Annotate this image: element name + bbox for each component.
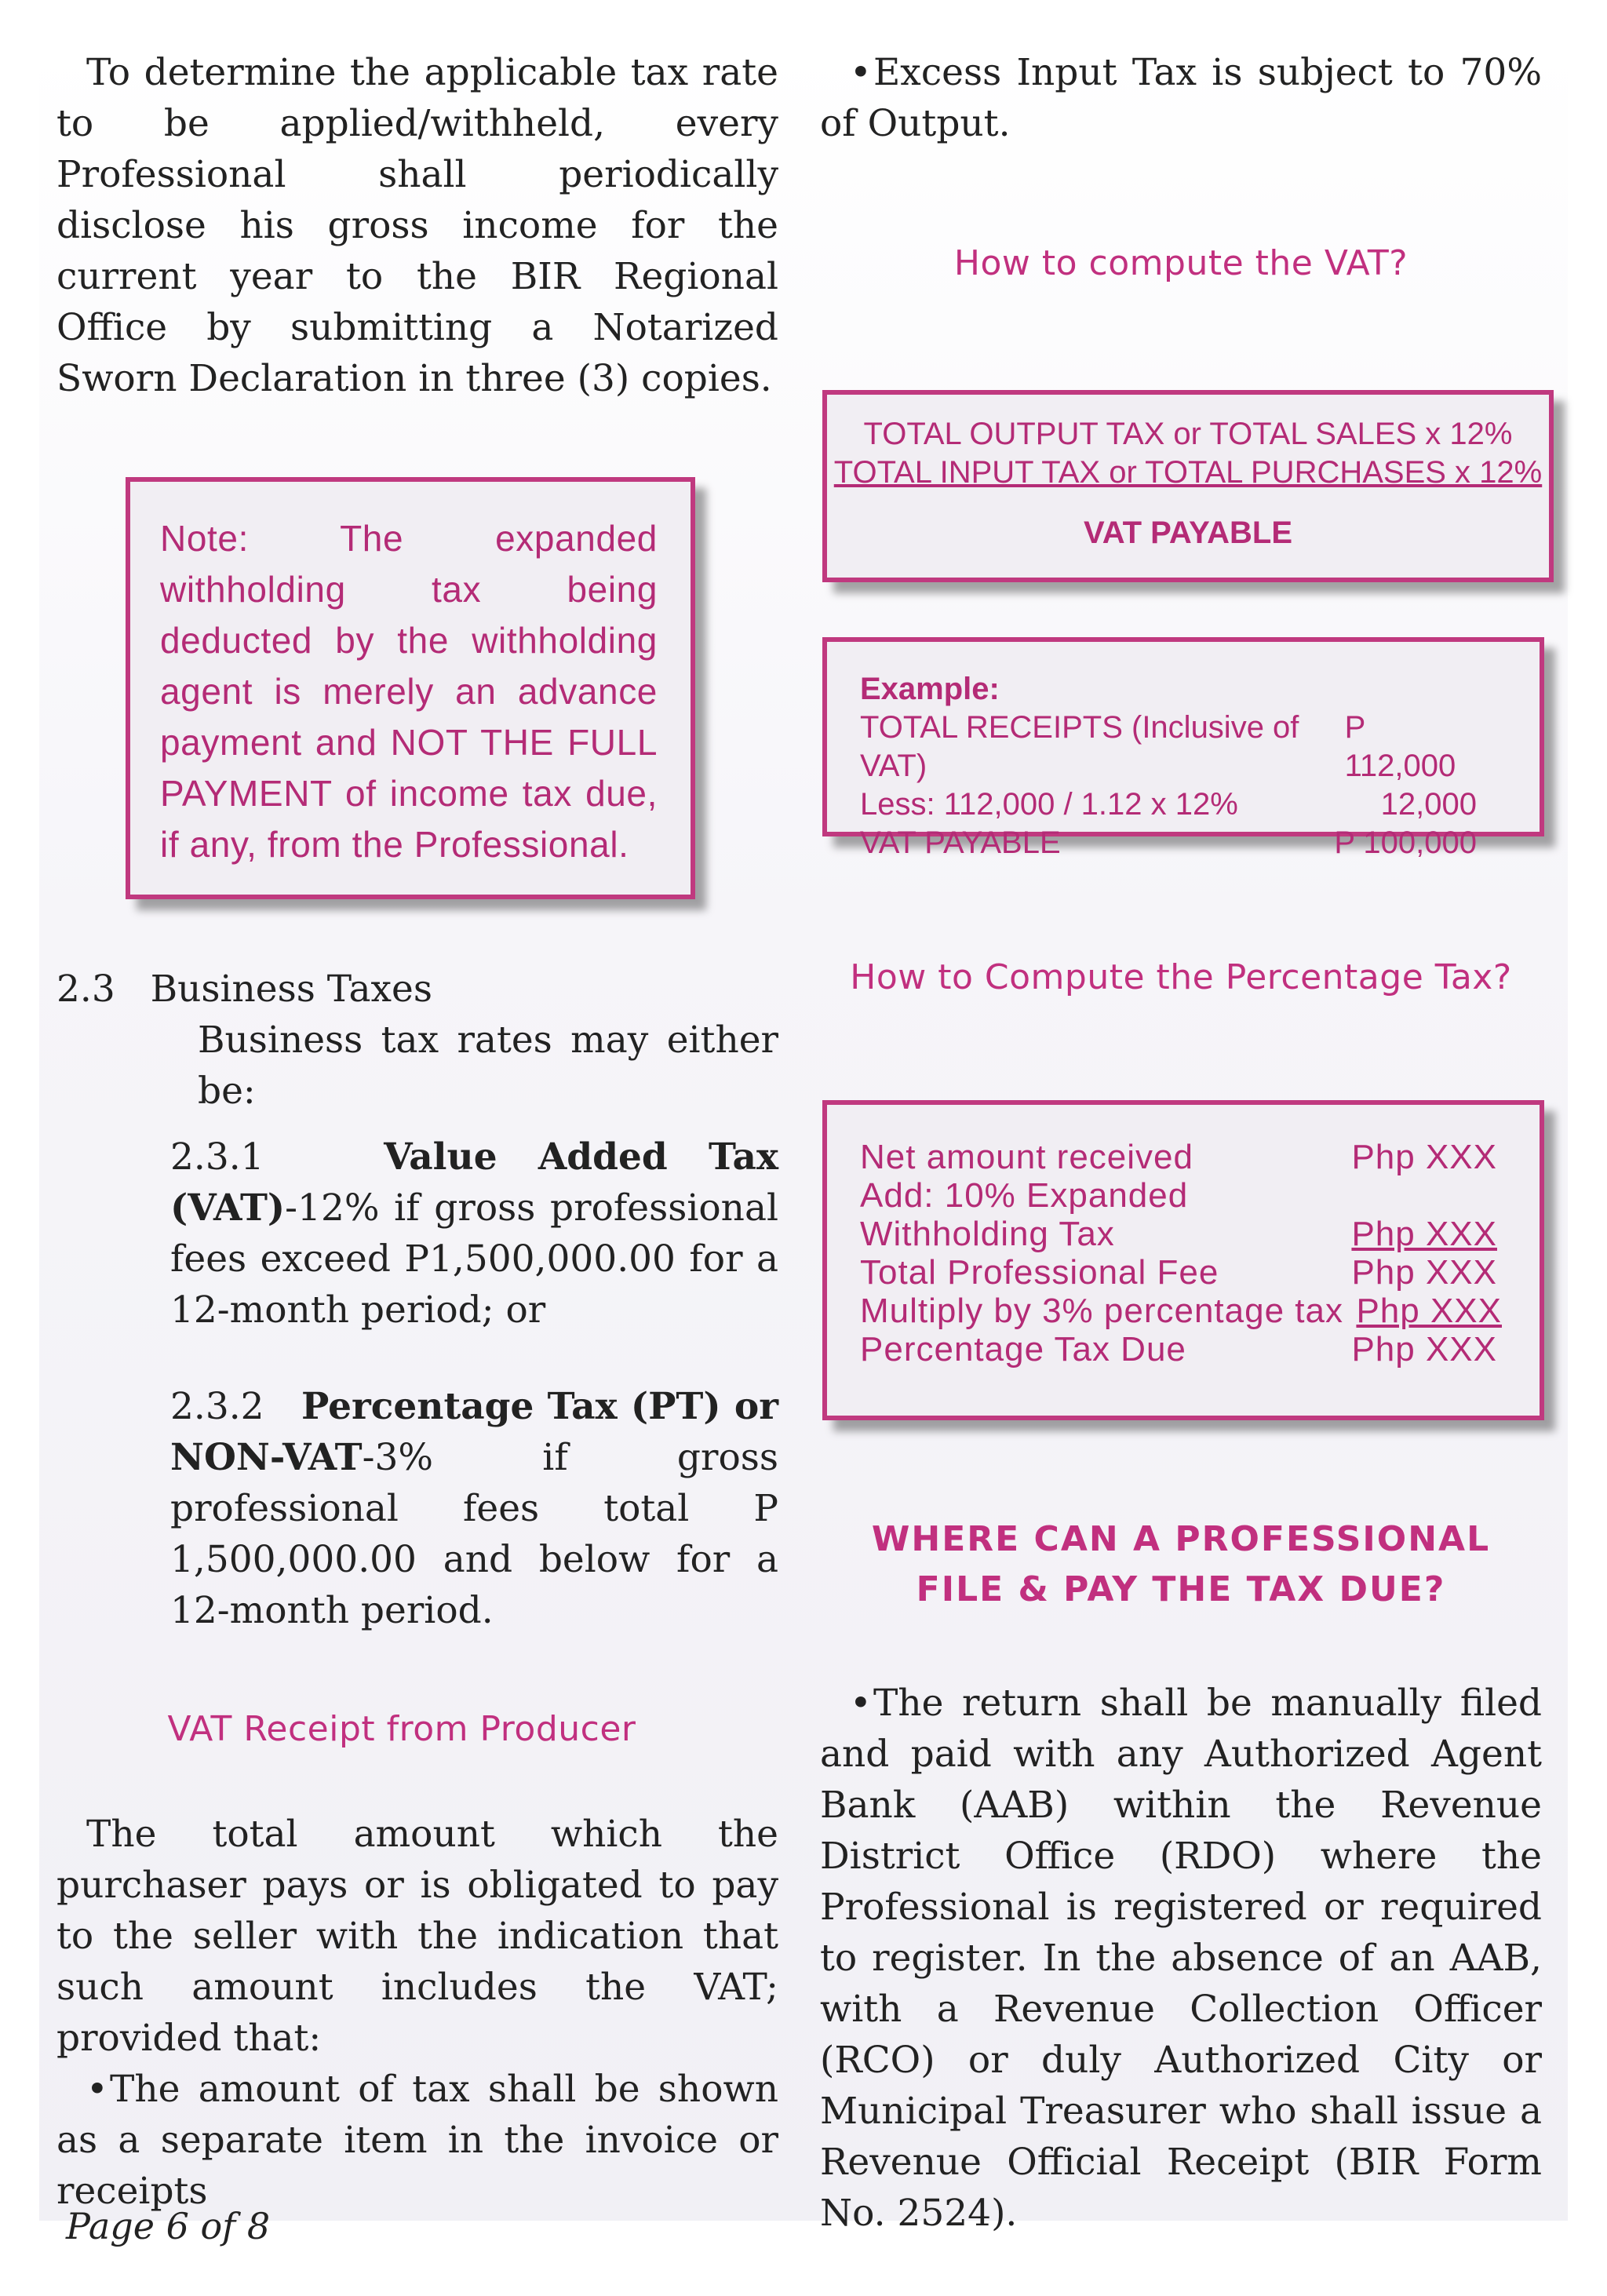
where-heading-line1: WHERE CAN A PROFESSIONAL — [871, 1519, 1491, 1559]
pt-row: Add: 10% Expanded — [860, 1176, 1189, 1215]
page-number: Page 6 of 8 — [66, 2205, 271, 2247]
example-title: Example: — [860, 672, 1000, 706]
bullet-icon: • — [850, 51, 872, 94]
vat-term: Value Added Tax (VAT) — [170, 1135, 778, 1230]
pt-row: Net amount received Php XXX — [860, 1138, 1497, 1176]
vat-compute-heading: How to compute the VAT? — [953, 243, 1408, 283]
note-text: Note: The expanded withholding tax being deducted by the withholding agent is merely an advance payment and NOT THE FULL PAYMENT of income tax due, if any, from the Professional. — [160, 518, 658, 865]
pt-term: Percentage Tax (PT) or NON-VAT — [170, 1385, 778, 1479]
pt-row: Multiply by 3% percentage tax Php XXX — [860, 1292, 1502, 1330]
vat-formula-line3: VAT PAYABLE — [1084, 516, 1292, 550]
vat-example-box — [822, 637, 1544, 860]
note-box — [126, 477, 695, 899]
pt-row: Percentage Tax Due Php XXX — [860, 1330, 1497, 1368]
section-2-3-heading: 2.3 Business Taxes — [56, 968, 432, 1011]
pt-row: Withholding Tax Php XXX — [860, 1215, 1497, 1253]
vat-receipt-paragraph: The total amount which the purchaser pays or is obligated to pay to the seller with the indication that such amount includes the VAT; provided that: — [56, 1813, 778, 2060]
bullet-icon: • — [86, 2068, 108, 2111]
section-2-3-2: 2.3.2 Percentage Tax (PT) or NON-VAT-3% if gross professional fees total P 1,500,000.00 and below for a 12-month period. — [170, 1385, 778, 1632]
section-2-3-1: 2.3.1 Value Added Tax (VAT)-12% if gross professional fees exceed P1,500,000.00 for a 12-month period; or — [170, 1135, 778, 1332]
excess-input-bullet: •Excess Input Tax is subject to 70% of Output. — [820, 47, 1542, 149]
vat-formula-line2: TOTAL INPUT TAX or TOTAL PURCHASES x 12% — [833, 455, 1543, 490]
example-row: VAT PAYABLE P 100,000 — [860, 825, 1477, 860]
pt-compute-heading: How to Compute the Percentage Tax? — [850, 957, 1512, 997]
vat-receipt-heading: VAT Receipt from Producer — [167, 1709, 636, 1749]
vat-formula-box — [822, 390, 1554, 582]
example-row: TOTAL RECEIPTS (Inclusive of VAT) P 112,000 — [860, 710, 1456, 783]
intro-paragraph: To determine the applicable tax rate to be applied/withheld, every Professional shall periodically disclose his gross income for the current year to the BIR Regional Office by submitting a Notarized Sworn Declaration in three (3) copies. — [56, 51, 778, 400]
example-row: Less: 112,000 / 1.12 x 12% 12,000 — [860, 787, 1477, 822]
section-2-3-subheading: Business tax rates may either be: — [198, 1019, 778, 1113]
vat-receipt-bullet: •The amount of tax shall be shown as a separate item in the invoice or receipts — [56, 2064, 778, 2217]
where-paragraph: •The return shall be manually filed and paid with any Authorized Agent Bank (AAB) within the Revenue District Office (RDO) where the Professional is registered or required to register. In the absence of an AAB, with a Revenue Collection Officer (RCO) or duly Authorized City or Municipal Treasurer who shall issue a Revenue Official Receipt (BIR Form No. 2524). — [820, 1678, 1542, 2239]
pt-row: Total Professional Fee Php XXX — [860, 1253, 1497, 1292]
percentage-tax-box — [822, 1100, 1544, 1420]
where-heading-line2: FILE & PAY THE TAX DUE? — [916, 1569, 1446, 1609]
vat-formula-line1: TOTAL OUTPUT TAX or TOTAL SALES x 12% — [863, 417, 1513, 451]
bullet-icon: • — [850, 1682, 872, 1725]
